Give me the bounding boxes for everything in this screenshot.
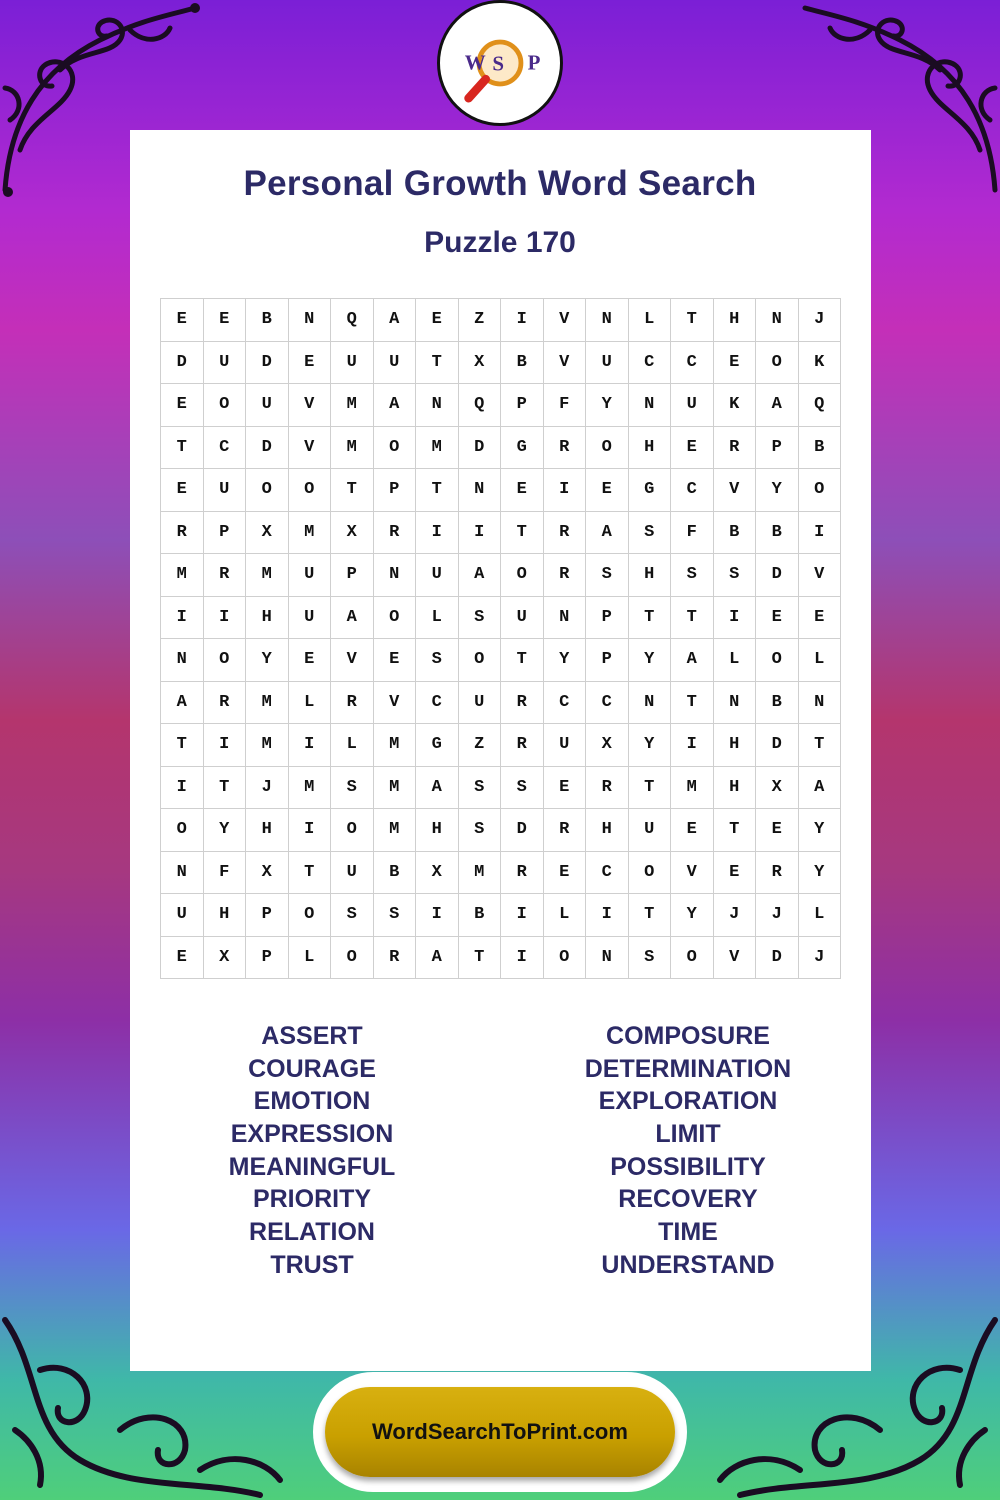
grid-cell: A xyxy=(756,384,799,427)
grid-cell: G xyxy=(416,724,459,767)
grid-cell: Q xyxy=(331,299,374,342)
website-link-button[interactable]: WordSearchToPrint.com xyxy=(325,1387,675,1477)
grid-cell: M xyxy=(246,554,289,597)
grid-cell: T xyxy=(161,724,204,767)
grid-cell: T xyxy=(459,937,502,980)
grid-cell: Z xyxy=(459,299,502,342)
grid-cell: P xyxy=(586,597,629,640)
grid-cell: V xyxy=(289,384,332,427)
grid-cell: D xyxy=(246,427,289,470)
grid-cell: T xyxy=(629,894,672,937)
grid-cell: M xyxy=(289,767,332,810)
grid-cell: R xyxy=(714,427,757,470)
grid-cell: L xyxy=(629,299,672,342)
grid-cell: B xyxy=(374,852,417,895)
grid-cell: U xyxy=(374,342,417,385)
grid-cell: O xyxy=(374,597,417,640)
grid-cell: P xyxy=(204,512,247,555)
grid-cell: X xyxy=(416,852,459,895)
grid-cell: T xyxy=(714,809,757,852)
grid-cell: O xyxy=(501,554,544,597)
grid-cell: U xyxy=(501,597,544,640)
word-list-item: PRIORITY xyxy=(252,1185,372,1214)
grid-cell: I xyxy=(204,597,247,640)
grid-cell: C xyxy=(544,682,587,725)
grid-cell: R xyxy=(544,427,587,470)
grid-cell: O xyxy=(756,639,799,682)
grid-cell: U xyxy=(246,384,289,427)
grid-cell: H xyxy=(714,724,757,767)
grid-cell: L xyxy=(544,894,587,937)
grid-cell: Y xyxy=(629,639,672,682)
grid-cell: Y xyxy=(671,894,714,937)
grid-cell: R xyxy=(374,512,417,555)
grid-cell: P xyxy=(246,894,289,937)
grid-cell: Z xyxy=(459,724,502,767)
grid-cell: Q xyxy=(799,384,842,427)
grid-cell: T xyxy=(671,597,714,640)
grid-cell: U xyxy=(289,597,332,640)
grid-cell: N xyxy=(161,639,204,682)
grid-cell: H xyxy=(246,597,289,640)
word-list-item: ASSERT xyxy=(261,1022,363,1050)
grid-cell: S xyxy=(714,554,757,597)
grid-cell: N xyxy=(714,682,757,725)
grid-cell: F xyxy=(204,852,247,895)
grid-cell: L xyxy=(289,937,332,980)
grid-cell: N xyxy=(629,682,672,725)
grid-cell: R xyxy=(501,682,544,725)
grid-cell: O xyxy=(331,809,374,852)
word-list-item: DETERMINATION xyxy=(584,1054,792,1083)
word-list-item: RECOVERY xyxy=(618,1185,758,1214)
grid-cell: H xyxy=(416,809,459,852)
grid-cell: E xyxy=(756,597,799,640)
grid-cell: M xyxy=(161,554,204,597)
grid-cell: O xyxy=(629,852,672,895)
grid-cell: I xyxy=(586,894,629,937)
grid-cell: C xyxy=(586,852,629,895)
grid-cell: I xyxy=(714,597,757,640)
grid-cell: B xyxy=(756,682,799,725)
grid-cell: S xyxy=(459,597,502,640)
grid-cell: I xyxy=(459,512,502,555)
word-list-item: LIMIT xyxy=(655,1120,721,1149)
grid-cell: B xyxy=(799,427,842,470)
grid-cell: L xyxy=(331,724,374,767)
grid-cell: C xyxy=(204,427,247,470)
grid-cell: I xyxy=(416,512,459,555)
puzzle-number: Puzzle 170 xyxy=(424,226,576,259)
grid-cell: X xyxy=(246,852,289,895)
word-list-item: TRUST xyxy=(270,1250,354,1279)
grid-cell: U xyxy=(289,554,332,597)
grid-cell: R xyxy=(544,809,587,852)
grid-cell: U xyxy=(161,894,204,937)
grid-cell: N xyxy=(586,937,629,980)
grid-cell: R xyxy=(544,512,587,555)
grid-cell: O xyxy=(204,384,247,427)
grid-cell: P xyxy=(756,427,799,470)
grid-cell: E xyxy=(671,809,714,852)
grid-cell: A xyxy=(416,767,459,810)
grid-cell: N xyxy=(416,384,459,427)
grid-cell: S xyxy=(501,767,544,810)
grid-cell: U xyxy=(629,809,672,852)
grid-cell: P xyxy=(586,639,629,682)
grid-cell: E xyxy=(714,852,757,895)
grid-cell: O xyxy=(671,937,714,980)
grid-cell: J xyxy=(714,894,757,937)
grid-cell: E xyxy=(671,427,714,470)
grid-cell: I xyxy=(544,469,587,512)
grid-cell: X xyxy=(459,342,502,385)
grid-cell: O xyxy=(246,469,289,512)
grid-cell: H xyxy=(714,767,757,810)
grid-cell: A xyxy=(799,767,842,810)
grid-cell: C xyxy=(671,469,714,512)
grid-cell: R xyxy=(501,724,544,767)
grid-cell: T xyxy=(416,469,459,512)
grid-cell: R xyxy=(586,767,629,810)
grid-cell: E xyxy=(714,342,757,385)
grid-cell: O xyxy=(161,809,204,852)
word-list-item: EXPRESSION xyxy=(230,1120,394,1149)
grid-cell: L xyxy=(799,894,842,937)
grid-cell: O xyxy=(544,937,587,980)
grid-cell: V xyxy=(544,299,587,342)
grid-cell: R xyxy=(501,852,544,895)
logo-letter-p: P xyxy=(527,50,541,75)
grid-cell: A xyxy=(459,554,502,597)
grid-cell: M xyxy=(671,767,714,810)
grid-cell: V xyxy=(374,682,417,725)
grid-cell: E xyxy=(161,937,204,980)
word-list-item: RELATION xyxy=(249,1218,375,1247)
grid-cell: X xyxy=(246,512,289,555)
grid-cell: N xyxy=(459,469,502,512)
grid-cell: J xyxy=(756,894,799,937)
word-list-item: UNDERSTAND xyxy=(601,1250,775,1279)
grid-cell: U xyxy=(204,469,247,512)
grid-cell: T xyxy=(161,427,204,470)
grid-cell: U xyxy=(331,852,374,895)
grid-cell: O xyxy=(799,469,842,512)
grid-cell: C xyxy=(671,342,714,385)
grid-cell: A xyxy=(161,682,204,725)
grid-cell: R xyxy=(331,682,374,725)
grid-cell: M xyxy=(374,809,417,852)
grid-cell: U xyxy=(204,342,247,385)
grid-cell: E xyxy=(161,469,204,512)
grid-cell: I xyxy=(204,724,247,767)
grid-cell: H xyxy=(586,809,629,852)
grid-cell: E xyxy=(501,469,544,512)
grid-cell: N xyxy=(586,299,629,342)
grid-cell: M xyxy=(246,724,289,767)
grid-cell: P xyxy=(374,469,417,512)
word-list-item: COMPOSURE xyxy=(606,1022,770,1050)
grid-cell: I xyxy=(799,512,842,555)
grid-cell: V xyxy=(799,554,842,597)
grid-cell: H xyxy=(246,809,289,852)
grid-cell: I xyxy=(416,894,459,937)
grid-cell: E xyxy=(799,597,842,640)
grid-cell: I xyxy=(161,767,204,810)
grid-cell: P xyxy=(331,554,374,597)
grid-cell: O xyxy=(374,427,417,470)
grid-cell: D xyxy=(161,342,204,385)
wsp-logo xyxy=(437,0,563,126)
logo-letter-s: S xyxy=(492,51,505,76)
grid-cell: B xyxy=(246,299,289,342)
grid-cell: N xyxy=(756,299,799,342)
grid-cell: H xyxy=(629,427,672,470)
grid-cell: O xyxy=(459,639,502,682)
grid-cell: E xyxy=(544,852,587,895)
grid-cell: D xyxy=(756,554,799,597)
grid-cell: I xyxy=(671,724,714,767)
grid-cell: E xyxy=(586,469,629,512)
grid-cell: K xyxy=(714,384,757,427)
grid-cell: X xyxy=(204,937,247,980)
grid-cell: Y xyxy=(799,809,842,852)
word-list-item: EXPLORATION xyxy=(598,1087,778,1116)
grid-cell: M xyxy=(246,682,289,725)
grid-cell: O xyxy=(289,469,332,512)
grid-cell: A xyxy=(671,639,714,682)
grid-cell: H xyxy=(629,554,672,597)
grid-cell: A xyxy=(586,512,629,555)
grid-cell: Y xyxy=(629,724,672,767)
grid-cell: B xyxy=(714,512,757,555)
grid-cell: N xyxy=(161,852,204,895)
grid-cell: T xyxy=(671,299,714,342)
grid-cell: V xyxy=(331,639,374,682)
grid-cell: J xyxy=(799,299,842,342)
grid-cell: S xyxy=(374,894,417,937)
grid-cell: I xyxy=(289,809,332,852)
grid-cell: J xyxy=(799,937,842,980)
grid-cell: I xyxy=(161,597,204,640)
grid-cell: N xyxy=(799,682,842,725)
grid-cell: M xyxy=(459,852,502,895)
grid-cell: L xyxy=(289,682,332,725)
grid-cell: O xyxy=(331,937,374,980)
grid-cell: R xyxy=(374,937,417,980)
grid-cell: L xyxy=(799,639,842,682)
grid-cell: D xyxy=(756,724,799,767)
grid-cell: O xyxy=(289,894,332,937)
grid-cell: N xyxy=(289,299,332,342)
grid-cell: H xyxy=(204,894,247,937)
grid-cell: S xyxy=(459,767,502,810)
grid-cell: T xyxy=(501,639,544,682)
grid-cell: Y xyxy=(586,384,629,427)
grid-cell: R xyxy=(161,512,204,555)
grid-cell: C xyxy=(416,682,459,725)
grid-cell: S xyxy=(629,512,672,555)
grid-cell: E xyxy=(374,639,417,682)
grid-cell: T xyxy=(204,767,247,810)
grid-cell: D xyxy=(756,937,799,980)
grid-cell: V xyxy=(714,469,757,512)
grid-cell: E xyxy=(289,342,332,385)
grid-cell: S xyxy=(416,639,459,682)
grid-cell: U xyxy=(459,682,502,725)
grid-cell: I xyxy=(501,937,544,980)
grid-cell: G xyxy=(501,427,544,470)
grid-cell: V xyxy=(544,342,587,385)
word-list-item: EMOTION xyxy=(253,1087,371,1116)
grid-cell: R xyxy=(204,554,247,597)
grid-cell: E xyxy=(756,809,799,852)
grid-cell: T xyxy=(331,469,374,512)
grid-cell: A xyxy=(416,937,459,980)
grid-cell: P xyxy=(501,384,544,427)
grid-cell: G xyxy=(629,469,672,512)
grid-cell: E xyxy=(416,299,459,342)
grid-cell: S xyxy=(671,554,714,597)
grid-cell: M xyxy=(416,427,459,470)
grid-cell: U xyxy=(671,384,714,427)
grid-cell: E xyxy=(289,639,332,682)
grid-cell: U xyxy=(544,724,587,767)
grid-cell: V xyxy=(289,427,332,470)
grid-cell: O xyxy=(756,342,799,385)
grid-cell: I xyxy=(501,894,544,937)
grid-cell: M xyxy=(331,427,374,470)
grid-cell: D xyxy=(459,427,502,470)
word-list-item: COURAGE xyxy=(248,1054,376,1083)
grid-cell: X xyxy=(331,512,374,555)
grid-cell: Y xyxy=(799,852,842,895)
word-list-left xyxy=(162,1020,462,1282)
grid-cell: T xyxy=(799,724,842,767)
grid-cell: L xyxy=(416,597,459,640)
grid-cell: B xyxy=(501,342,544,385)
grid-cell: K xyxy=(799,342,842,385)
grid-cell: C xyxy=(586,682,629,725)
grid-cell: T xyxy=(629,597,672,640)
grid-cell: C xyxy=(629,342,672,385)
grid-cell: D xyxy=(501,809,544,852)
grid-cell: U xyxy=(416,554,459,597)
grid-cell: D xyxy=(246,342,289,385)
word-list-right xyxy=(538,1020,838,1282)
grid-cell: Y xyxy=(544,639,587,682)
grid-cell: I xyxy=(501,299,544,342)
grid-cell: S xyxy=(586,554,629,597)
grid-cell: M xyxy=(289,512,332,555)
grid-cell: E xyxy=(161,299,204,342)
grid-cell: R xyxy=(204,682,247,725)
grid-cell: T xyxy=(501,512,544,555)
grid-cell: Y xyxy=(246,639,289,682)
grid-cell: E xyxy=(161,384,204,427)
grid-cell: U xyxy=(331,342,374,385)
grid-cell: M xyxy=(374,724,417,767)
grid-cell: E xyxy=(204,299,247,342)
grid-cell: N xyxy=(629,384,672,427)
grid-cell: L xyxy=(714,639,757,682)
grid-cell: T xyxy=(629,767,672,810)
grid-cell: X xyxy=(756,767,799,810)
grid-cell: S xyxy=(629,937,672,980)
word-list-item: TIME xyxy=(658,1218,718,1247)
word-list-item: POSSIBILITY xyxy=(610,1152,766,1181)
grid-cell: M xyxy=(374,767,417,810)
grid-cell: V xyxy=(671,852,714,895)
grid-cell: A xyxy=(331,597,374,640)
grid-cell: T xyxy=(289,852,332,895)
grid-cell: O xyxy=(586,427,629,470)
grid-cell: J xyxy=(246,767,289,810)
grid-cell: E xyxy=(544,767,587,810)
grid-cell: T xyxy=(671,682,714,725)
grid-cell: F xyxy=(671,512,714,555)
grid-cell: N xyxy=(544,597,587,640)
grid-cell: X xyxy=(586,724,629,767)
grid-cell: A xyxy=(374,384,417,427)
grid-cell: A xyxy=(374,299,417,342)
grid-cell: I xyxy=(289,724,332,767)
grid-cell: U xyxy=(586,342,629,385)
grid-cell: R xyxy=(756,852,799,895)
grid-cell: N xyxy=(374,554,417,597)
grid-cell: R xyxy=(544,554,587,597)
grid-cell: T xyxy=(416,342,459,385)
grid-cell: B xyxy=(756,512,799,555)
grid-cell: O xyxy=(204,639,247,682)
grid-cell: F xyxy=(544,384,587,427)
logo-letter-w: W xyxy=(464,50,486,75)
page-title: Personal Growth Word Search xyxy=(243,164,757,203)
letter-grid xyxy=(160,298,841,979)
grid-cell: M xyxy=(331,384,374,427)
grid-cell: Q xyxy=(459,384,502,427)
grid-cell: S xyxy=(331,894,374,937)
grid-cell: Y xyxy=(756,469,799,512)
grid-cell: B xyxy=(459,894,502,937)
grid-cell: H xyxy=(714,299,757,342)
grid-cell: V xyxy=(714,937,757,980)
grid-cell: P xyxy=(246,937,289,980)
word-list-item: MEANINGFUL xyxy=(228,1152,396,1181)
grid-cell: Y xyxy=(204,809,247,852)
grid-cell: S xyxy=(459,809,502,852)
grid-cell: S xyxy=(331,767,374,810)
